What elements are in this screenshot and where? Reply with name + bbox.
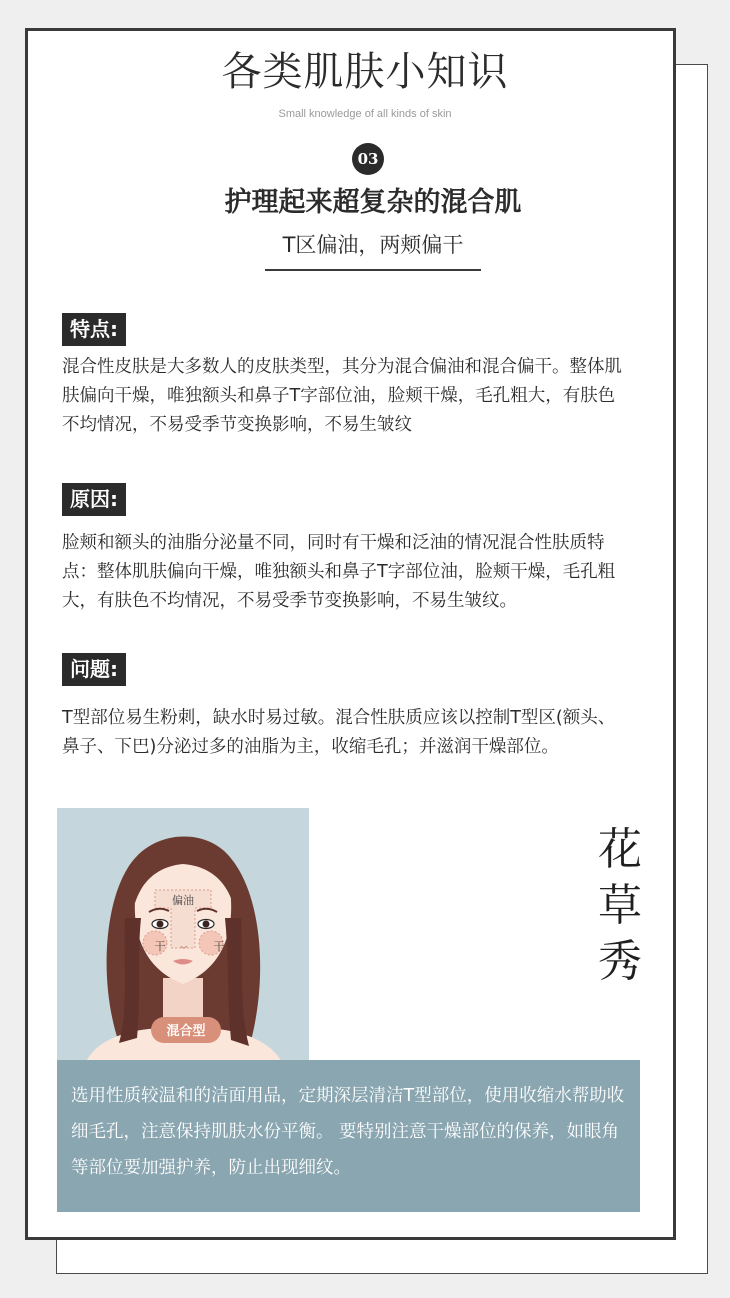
brand-mark [590, 824, 650, 987]
article-heading: 护理起来超复杂的混合肌 [224, 187, 522, 218]
brand-char-2: 草 [598, 880, 642, 931]
tagline-underline [265, 269, 481, 271]
page-title: 各类肌肤小知识 [221, 49, 509, 95]
dry-left-label: 干 [154, 940, 166, 953]
features-label: 特点: [62, 313, 126, 346]
care-tip-box [57, 1060, 640, 1212]
dry-right-label: 干 [213, 940, 225, 953]
skin-type-badge: 混合型 [166, 1024, 206, 1039]
causes-label: 原因: [62, 483, 126, 516]
oily-zone-label: 偏油 [172, 894, 194, 907]
care-tip-text: 选用性质较温和的洁面用品，定期深层清洁T型部位，使用收缩水帮助收细毛孔，注意保持肌肤水份平衡。 要特别注意干燥部位的保养，如眼角等部位要加强护养，防止出现细纹。 [71, 1086, 625, 1178]
article-tagline: T区偏油，两颊偏干 [282, 233, 464, 257]
problems-text: T型部位易生粉刺，缺水时易过敏。混合性肤质应该以控制T型区(额头、鼻子、下巴)分泌过多的油脂为主，收缩毛孔；并滋润干燥部位。 [62, 708, 616, 757]
causes-text: 脸颊和额头的油脂分泌量不同，同时有干燥和泛油的情况混合性肤质特点：整体肌肤偏向干燥，唯独额头和鼻子T字部位油，脸颊干燥，毛孔粗大，有肤色不均情况，不易受季节变换影响，不易生皱纹。 [62, 533, 616, 611]
problems-label: 问题: [62, 653, 126, 686]
section-number-badge: 03 [352, 143, 384, 175]
page-subtitle: Small knowledge of all kinds of skin [278, 108, 452, 120]
brand-char-1: 花 [598, 824, 642, 875]
face-illustration [57, 808, 309, 1064]
brand-char-3: 秀 [598, 936, 642, 987]
features-text: 混合性皮肤是大多数人的皮肤类型，其分为混合偏油和混合偏干。整体肌肤偏向干燥，唯独额头和鼻子T字部位油，脸颊干燥，毛孔粗大，有肤色不均情况，不易受季节变换影响，不易生皱纹 [62, 357, 622, 435]
